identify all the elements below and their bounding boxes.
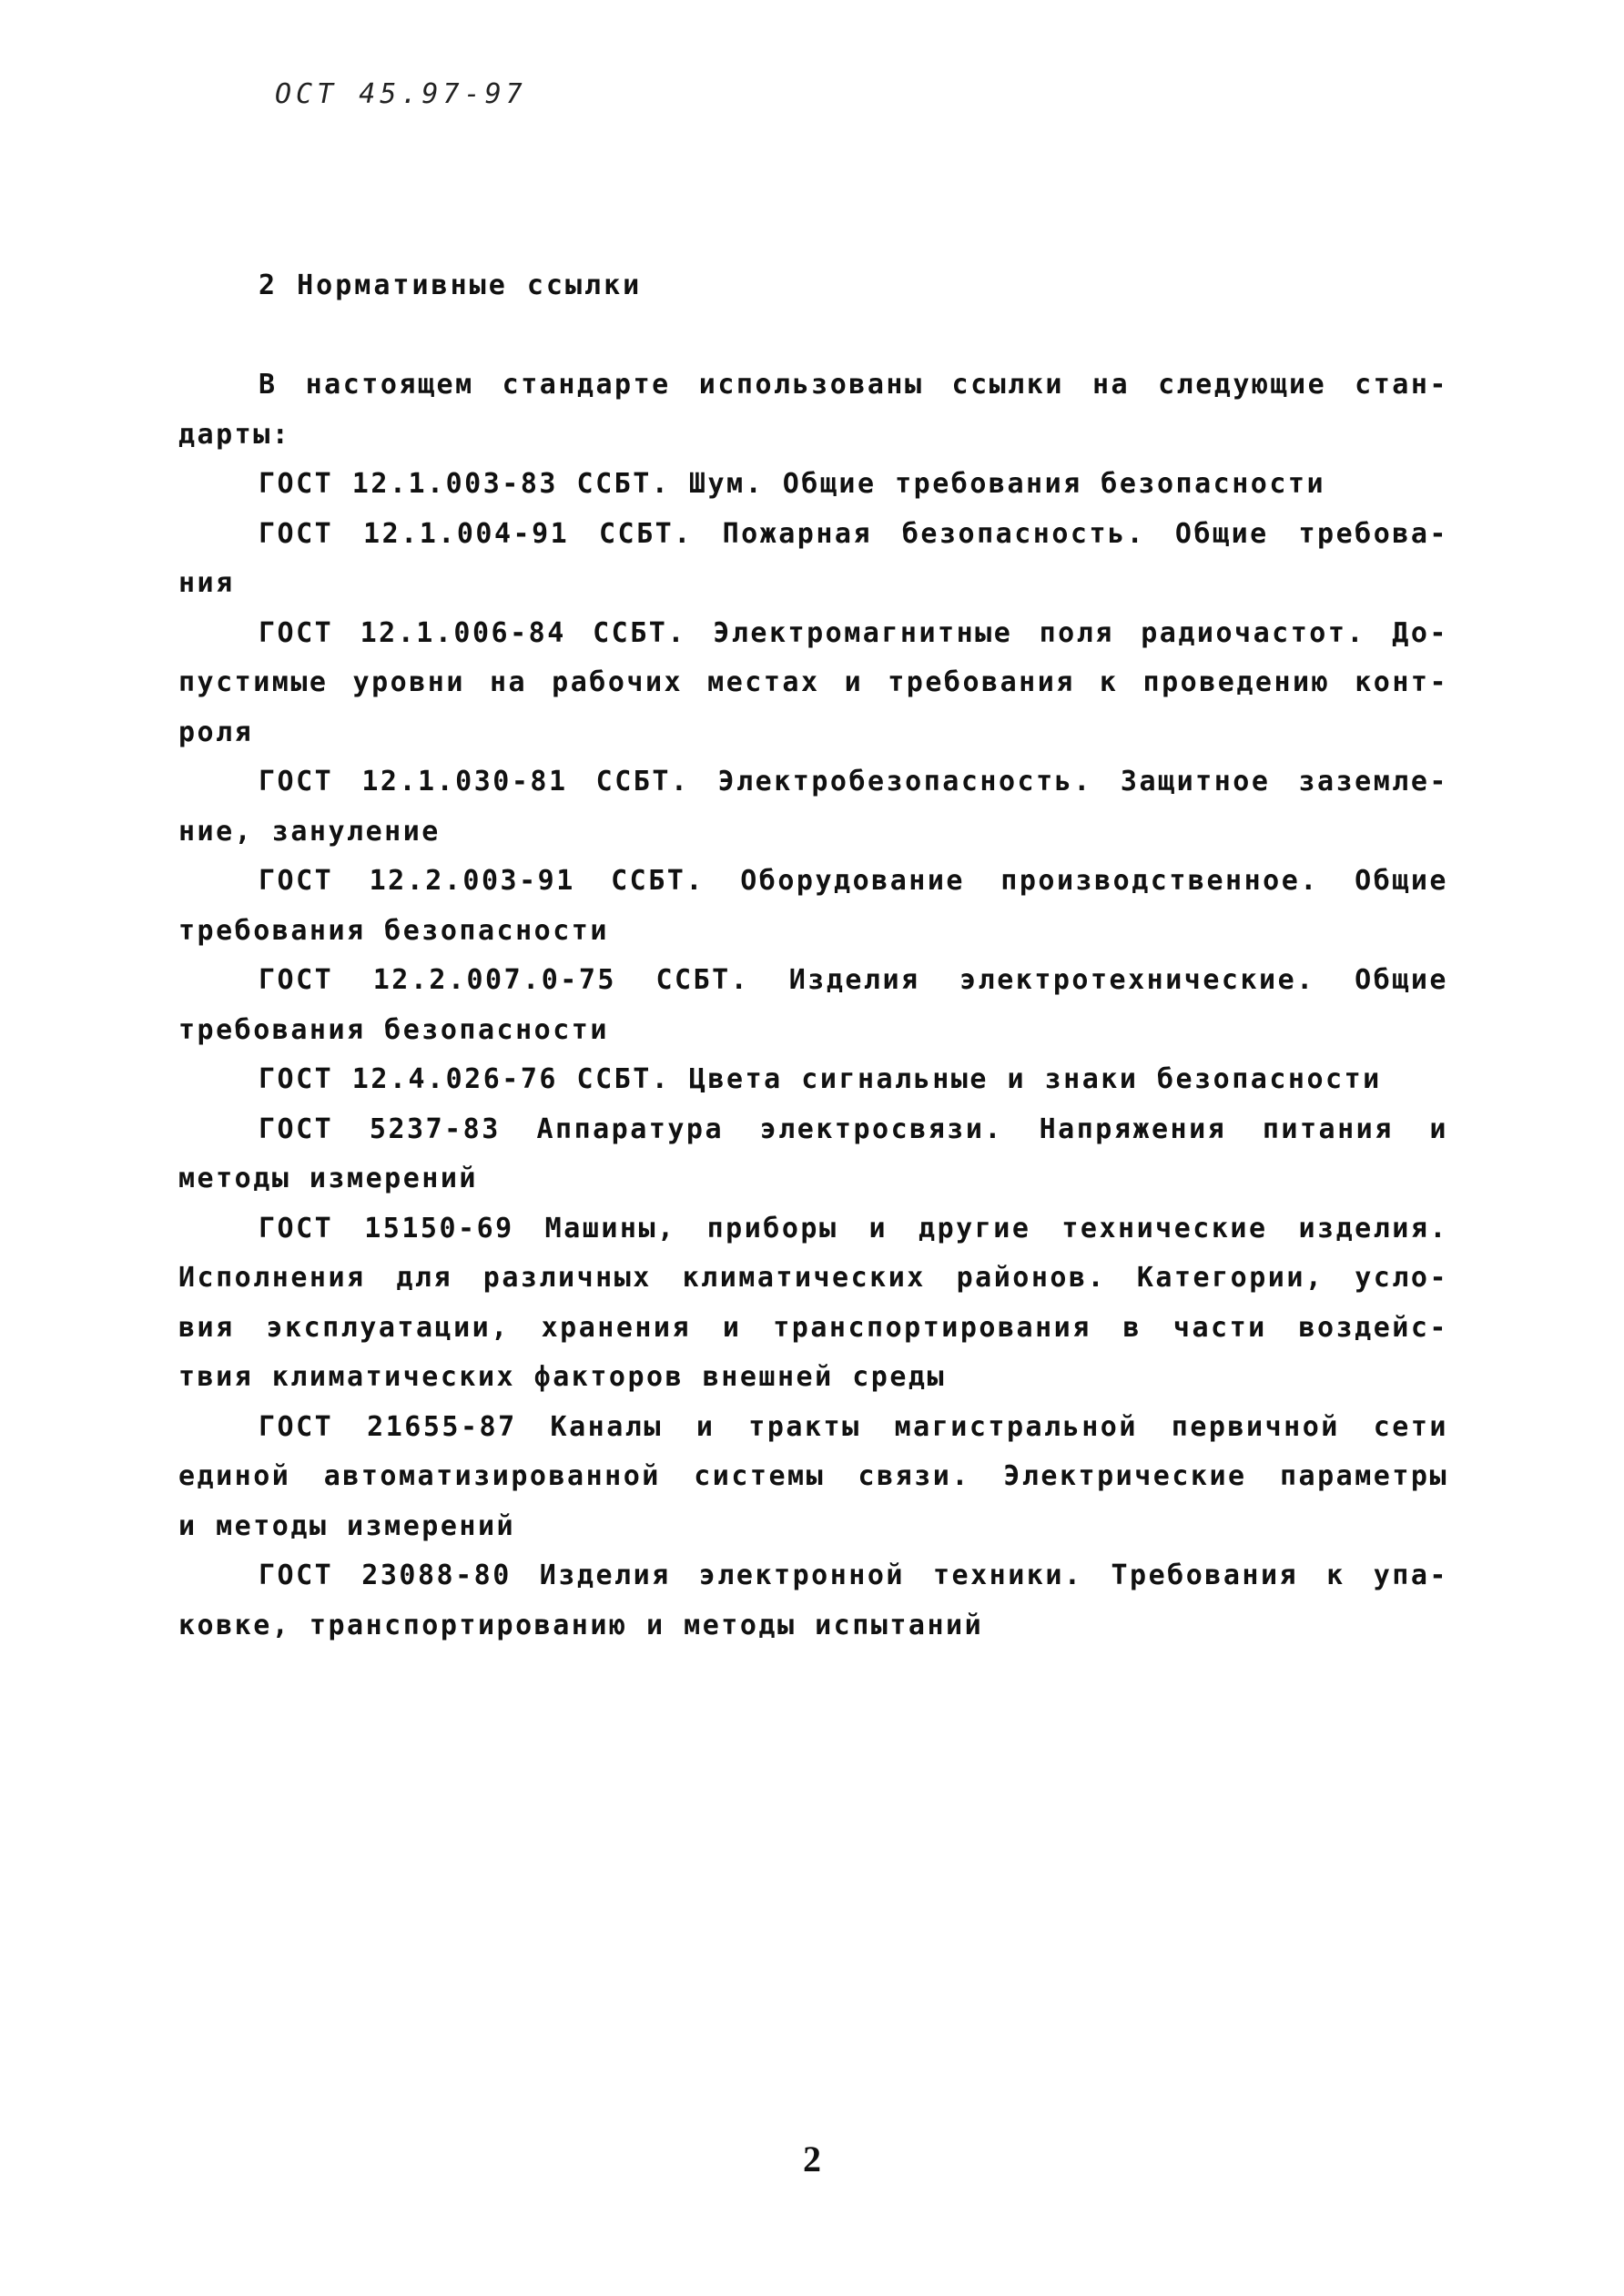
text-line: ния (178, 567, 235, 599)
text-line: требования безопасности (178, 914, 609, 947)
text-line: ние, зануление (178, 815, 441, 848)
text-line: ГОСТ 12.4.026-76 ССБТ. Цвета сигнальные и знаки безопасности (259, 1063, 1382, 1095)
text-line: вия эксплуатации, хранения и транспортирования в части воздейс- (178, 1311, 1448, 1344)
text-line: ГОСТ 5237-83 Аппаратура электросвязи. Напряжения питания и (259, 1112, 1448, 1145)
text-line: требования безопасности (178, 1013, 609, 1046)
text-line: роля (178, 716, 254, 748)
text-line: ГОСТ 23088-80 Изделия электронной техники. Требования к упа- (259, 1559, 1448, 1591)
text-line: единой автоматизированной системы связи. Электрические параметры (178, 1460, 1448, 1492)
section-title: 2 Нормативные ссылки (259, 269, 643, 301)
text-line: ГОСТ 15150-69 Машины, приборы и другие технические изделия. (259, 1212, 1448, 1245)
text-line: Исполнения для различных климатических районов. Категории, усло- (178, 1262, 1448, 1294)
text-line: ГОСТ 12.1.003-83 ССБТ. Шум. Общие требования безопасности (259, 468, 1326, 500)
text-line: ГОСТ 12.2.007.0-75 ССБТ. Изделия электротехнические. Общие (259, 964, 1448, 996)
text-line: пустимые уровни на рабочих местах и требования к проведению конт- (178, 666, 1448, 698)
document-code: ОСТ 45.97-97 (275, 78, 527, 110)
text-line: ГОСТ 21655-87 Каналы и тракты магистральной первичной сети (259, 1410, 1448, 1443)
text-line: ГОСТ 12.2.003-91 ССБТ. Оборудование производственное. Общие (259, 865, 1448, 897)
text-line: ГОСТ 12.1.004-91 ССБТ. Пожарная безопасность. Общие требова- (259, 517, 1448, 550)
text-line: ГОСТ 12.1.030-81 ССБТ. Электробезопасность. Защитное заземле- (259, 766, 1448, 798)
text-line: и методы измерений (178, 1509, 516, 1542)
text-line: твия климатических факторов внешней среды (178, 1361, 947, 1393)
page-number: 2 (803, 2139, 821, 2179)
text-line: В настоящем стандарте использованы ссылки на следующие стан- (259, 369, 1448, 401)
text-line: ГОСТ 12.1.006-84 ССБТ. Электромагнитные поля радиочастот. До- (259, 616, 1448, 649)
text-line: ковке, транспортированию и методы испытаний (178, 1609, 984, 1641)
text-line: дарты: (178, 418, 291, 451)
references-body (178, 361, 1448, 1651)
text-line: методы измерений (178, 1163, 478, 1194)
